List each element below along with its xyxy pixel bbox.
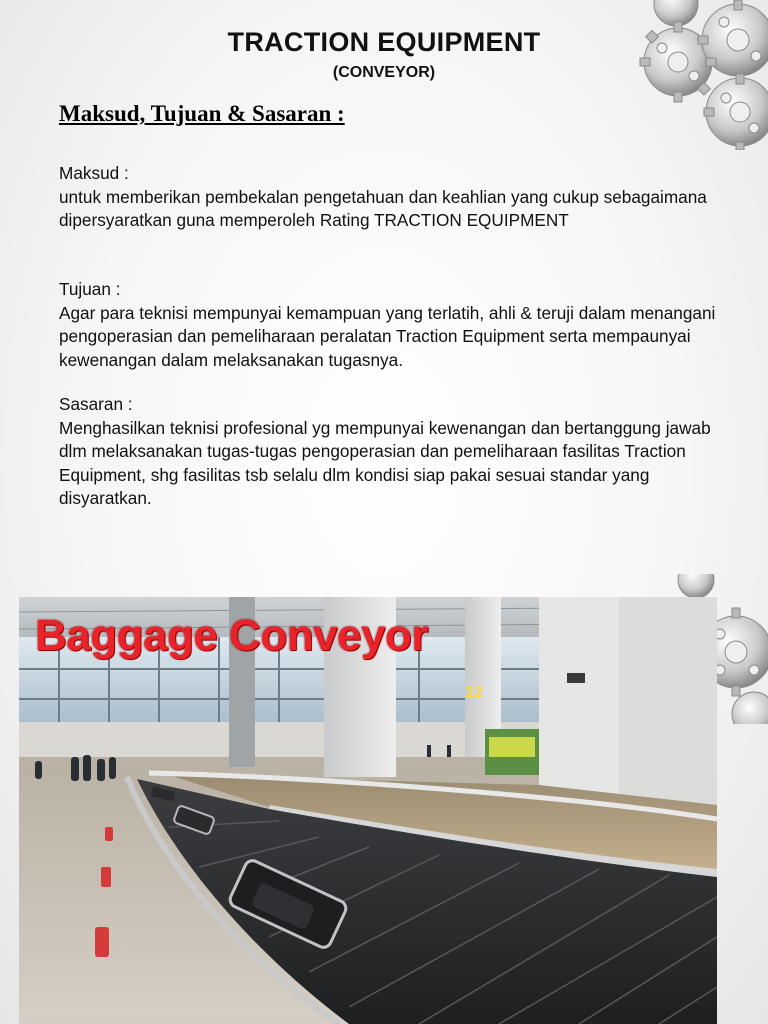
maksud-label: Maksud : bbox=[59, 163, 129, 183]
sasaran-label: Sasaran : bbox=[59, 394, 133, 414]
tujuan-label: Tujuan : bbox=[59, 279, 121, 299]
maksud-text: untuk memberikan pembekalan pengetahuan dan keahlian yang cukup sebagaimana dipersyaratkan guna memperoleh Rating TRACTION EQUIPMENT bbox=[59, 186, 707, 230]
page-title: TRACTION EQUIPMENT bbox=[227, 27, 541, 57]
tujuan-section bbox=[59, 278, 719, 372]
tujuan-text: Agar para teknisi mempunyai kemampuan yang terlatih, ahli & teruji dalam menangani pengoperasian dan pemeliharaan peralatan Traction Equipment serta mempaunyai kewenangan dalam melaksanakan tugasnya. bbox=[59, 302, 716, 370]
baggage-conveyor-photo bbox=[19, 597, 717, 1024]
photo-title: Baggage Conveyor bbox=[35, 611, 428, 660]
gate-number-sign: 12 bbox=[465, 684, 483, 701]
page-subtitle: (CONVEYOR) bbox=[332, 64, 436, 81]
terminal-scene bbox=[19, 597, 717, 1024]
maksud-section bbox=[59, 162, 719, 233]
sasaran-text: Menghasilkan teknisi profesional yg mempunyai kewenangan dan bertanggung jawab dlm melaksanakan tugas-tugas pengoperasian dan pemeliharaan fasilitas Traction Equipment, shg fasilitas tsb selalu dlm kondisi siap pakai sesuai standar yang disyaratkan. bbox=[59, 417, 711, 508]
sasaran-section bbox=[59, 393, 719, 511]
section-heading: Maksud, Tujuan & Sasaran : bbox=[59, 101, 345, 126]
